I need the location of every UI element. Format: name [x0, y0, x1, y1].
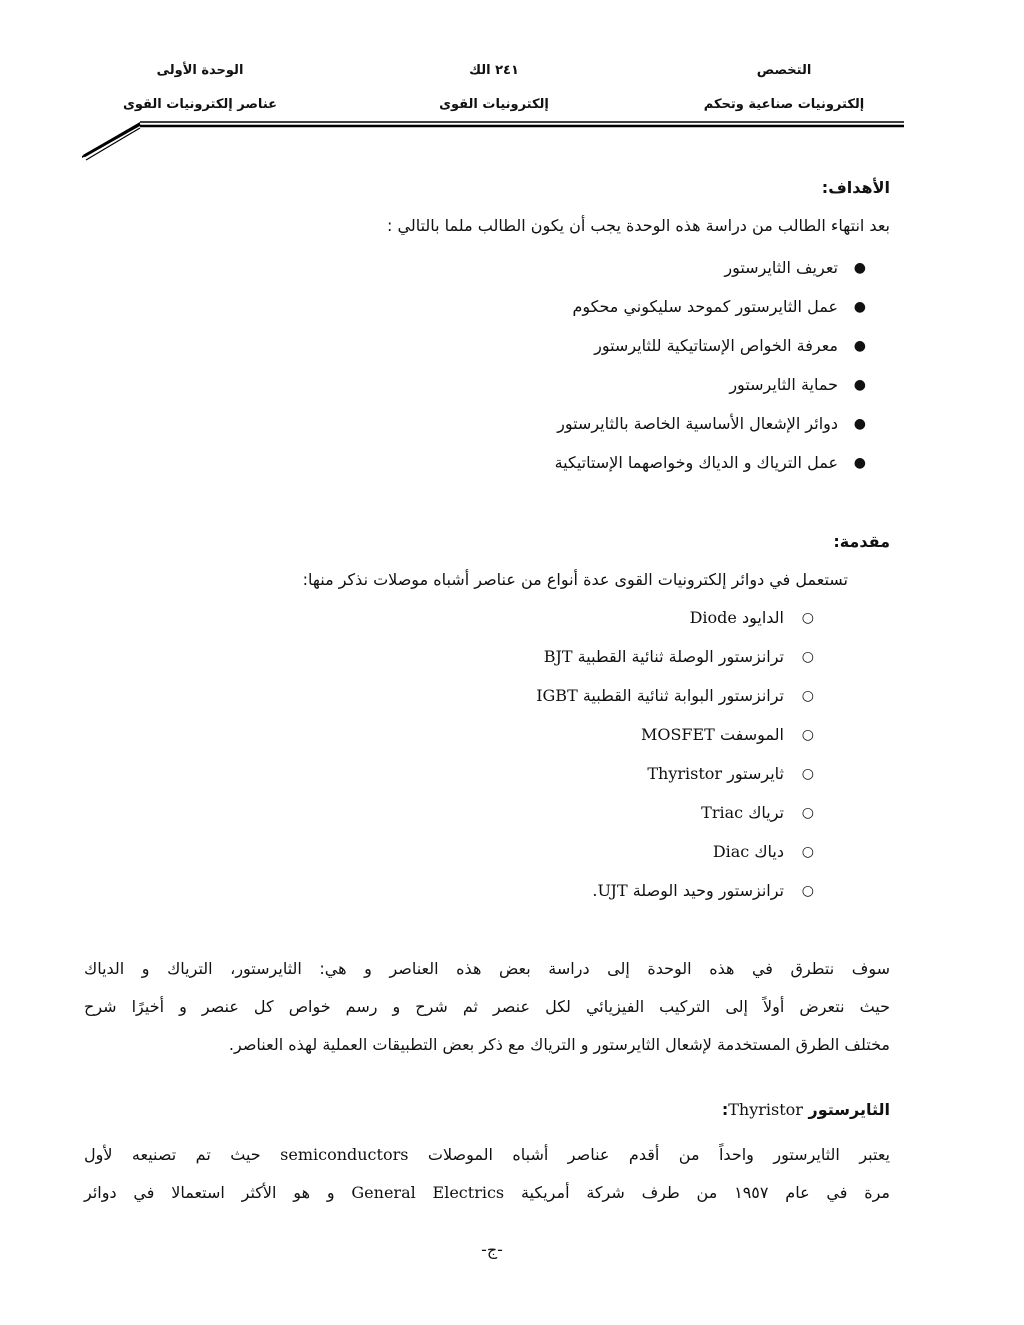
header-rule [80, 118, 904, 166]
thyristor-heading-colon: : [721, 1100, 729, 1119]
bullet-icon: ● [853, 377, 866, 393]
component-item: ○ ثايرستور Thyristor [536, 762, 784, 786]
intro-paragraph [84, 950, 890, 1064]
component-item: ○ الدايود Diode [536, 606, 784, 630]
thyristor-heading-en: Thyristor [728, 1100, 803, 1119]
header-specialty-subtitle: إلكترونيات صناعية وتحكم [703, 97, 865, 112]
thyristor-heading [722, 1098, 890, 1122]
header-course-code: ٢٤١ الك [469, 63, 519, 78]
circle-bullet-icon: ○ [801, 805, 814, 821]
bullet-icon: ● [853, 260, 866, 276]
paragraph-line: سوف نتطرق في هذه الوحدة إلى دراسة بعض هذه العناصر و هي: الثايرستور، الترياك و الدياك [84, 959, 890, 978]
paragraph-line: مختلف الطرق المستخدمة لإشعال الثايرستور و الترياك مع ذكر بعض التطبيقات العملية لهذه العناصر. [228, 1035, 890, 1054]
circle-bullet-icon: ○ [801, 727, 814, 743]
objectives-heading: الأهداف: [821, 178, 890, 197]
circle-bullet-icon: ○ [801, 844, 814, 860]
component-item: ○ دياك Diac [536, 840, 784, 864]
circle-bullet-icon: ○ [801, 688, 814, 704]
intro-heading: مقدمة: [833, 532, 890, 551]
objective-item: ● حماية الثايرستور [555, 373, 838, 397]
component-item: ○ الموسفت MOSFET [536, 723, 784, 747]
page-number: -ج- [481, 1240, 503, 1259]
components-list [536, 606, 814, 918]
paragraph-line: يعتبر الثايرستور واحداً من أقدم عناصر أشباه الموصلات semiconductors حيث تم تصنيعه لأول [84, 1145, 890, 1164]
component-item: ○ ترياك Triac [536, 801, 784, 825]
paragraph-line: حيث نتعرض أولاً إلى التركيب الفيزيائي لكل عنصر ثم شرح و رسم خواص كل عنصر و أخيرًا شرح [84, 997, 890, 1016]
circle-bullet-icon: ○ [801, 649, 814, 665]
bullet-icon: ● [853, 299, 866, 315]
header-unit-subtitle: عناصر إلكترونيات القوى [122, 97, 278, 112]
objective-item: ● دوائر الإشعال الأساسية الخاصة بالثايرستور [555, 412, 838, 436]
bullet-icon: ● [853, 338, 866, 354]
objectives-list [554, 256, 866, 490]
component-item: ○ ترانزستور البوابة ثنائية القطبية IGBT [536, 684, 784, 708]
intro-text: تستعمل في دوائر إلكترونيات القوى عدة أنواع من عناصر أشباه موصلات نذكر منها: [302, 570, 848, 589]
bullet-icon: ● [853, 416, 866, 432]
thyristor-paragraph [84, 1136, 890, 1212]
thyristor-heading-ar: الثايرستور [808, 1100, 890, 1119]
circle-bullet-icon: ○ [801, 883, 814, 899]
objective-item: ● عمل الثايرستور كموحد سليكوني محكوم [555, 295, 838, 319]
objective-item: ● تعريف الثايرستور [555, 256, 838, 280]
objectives-intro: بعد انتهاء الطالب من دراسة هذه الوحدة يجب أن يكون الطالب ملما بالتالي : [387, 216, 890, 235]
component-item: ○ ترانزستور الوصلة ثنائية القطبية BJT [536, 645, 784, 669]
objective-item: ● عمل الترياك و الدياك وخواصهما الإستاتيكية [555, 451, 838, 475]
header-unit-title: الوحدة الأولى [156, 63, 244, 78]
paragraph-line: مرة في عام ١٩٥٧ من طرف شركة أمريكية General Electrics و هو الأكثر استعمالا في دوائر [84, 1183, 891, 1202]
header-course-name: إلكترونيات القوى [439, 97, 549, 112]
circle-bullet-icon: ○ [801, 766, 814, 782]
component-item: ○ ترانزستور وحيد الوصلة UJT. [536, 879, 784, 903]
circle-bullet-icon: ○ [801, 610, 814, 626]
header-specialty-title: التخصص [756, 63, 812, 78]
bullet-icon: ● [853, 455, 866, 471]
objective-item: ● معرفة الخواص الإستاتيكية للثايرستور [555, 334, 838, 358]
